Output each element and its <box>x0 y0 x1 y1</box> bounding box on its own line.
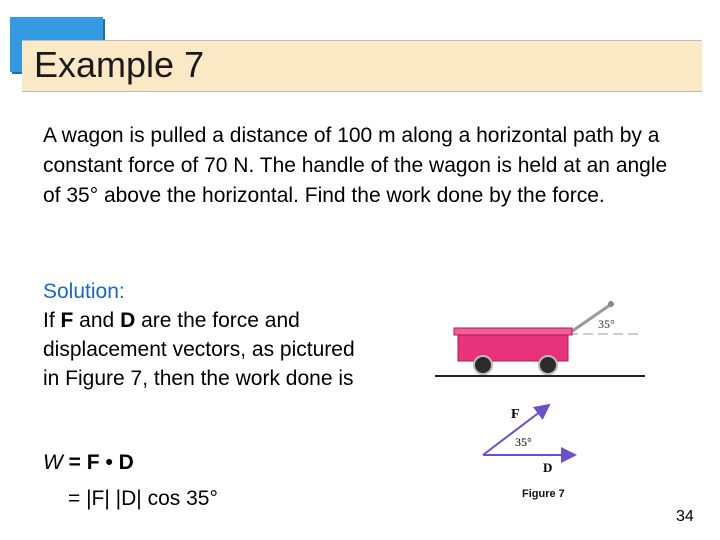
handle-grip <box>608 301 614 307</box>
eq-dot: • <box>105 451 113 474</box>
wagon-wheel <box>539 356 557 374</box>
figure-caption: Figure 7 <box>522 488 565 500</box>
equation-magnitudes: = |F| |D| cos 35° <box>68 487 218 510</box>
wagon-angle-label: 35° <box>598 317 615 331</box>
solution-F: F <box>60 309 74 332</box>
wagon-figure <box>430 292 660 382</box>
problem-statement: A wagon is pulled a distance of 100 m along a horizontal path by a constant force of 70 N. The handle of the wagon is held at an angle of 35° above the horizontal. Find the work done by the force. <box>43 124 668 207</box>
page-number: 34 <box>676 508 694 525</box>
eq-D: D <box>112 451 134 474</box>
solution-text-rest: are the force and displacement vectors, as pictured in Figure 7, then the work done is <box>43 309 355 390</box>
solution-block <box>43 277 363 393</box>
solution-D: D <box>120 309 136 332</box>
eq-F: = F <box>62 451 106 474</box>
vector-D-label: D <box>543 460 553 475</box>
wagon-wheel <box>474 356 492 374</box>
solution-and: and <box>73 309 121 332</box>
vector-angle-label: 35° <box>515 435 532 449</box>
force-displacement-vectors <box>475 392 585 482</box>
vector-F-label: F <box>511 407 520 422</box>
eq-W: W <box>43 451 63 474</box>
wagon-rim <box>454 328 572 335</box>
solution-text-pre: If <box>43 309 61 332</box>
equation-dot-product <box>43 449 134 477</box>
solution-label: Solution: <box>43 280 125 303</box>
slide-title: Example 7 <box>34 44 205 85</box>
